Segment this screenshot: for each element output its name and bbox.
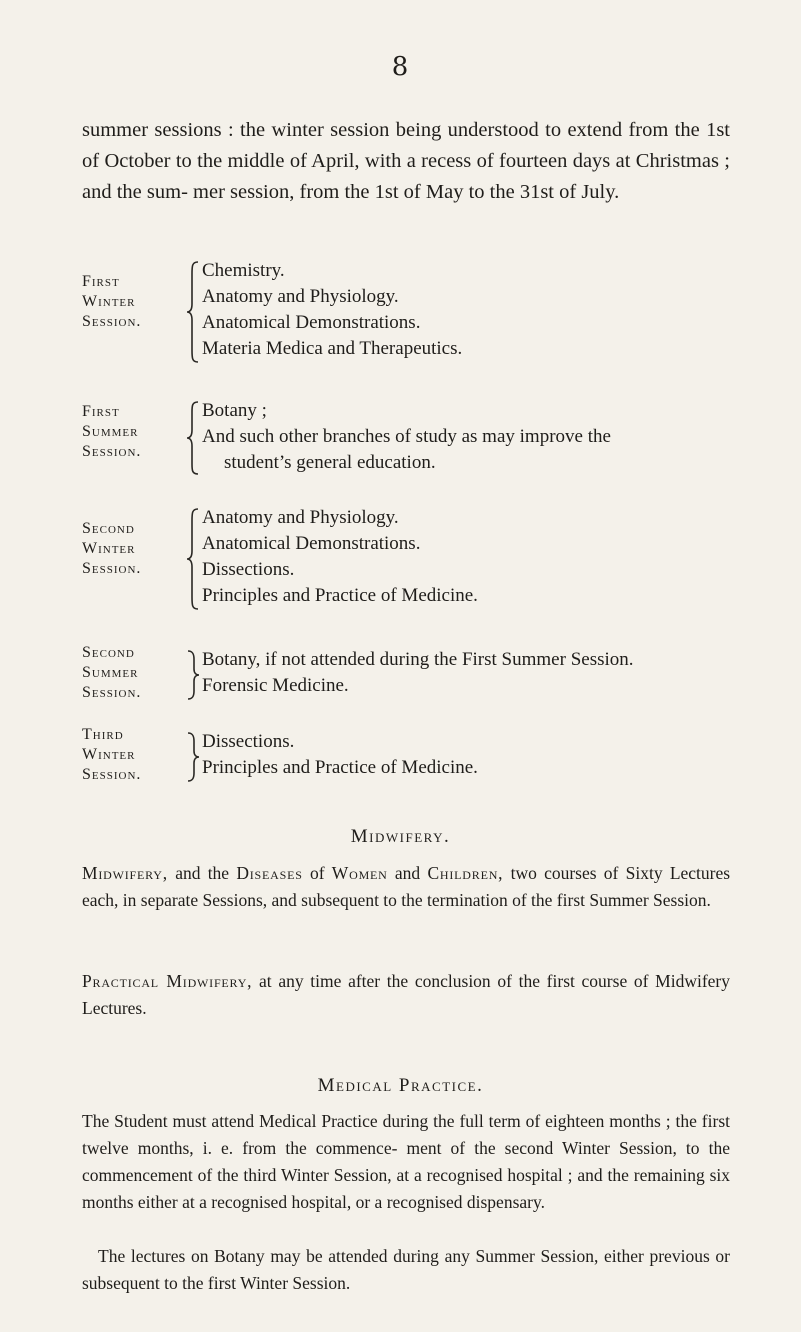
brace-icon [186, 260, 200, 364]
midwifery-paragraph-2 [82, 968, 730, 1022]
label-line: Session. [82, 560, 142, 577]
label-line: Summer [82, 664, 139, 681]
session-label [82, 402, 190, 462]
subject-item: Forensic Medicine. [202, 675, 349, 696]
label-line: Winter [82, 540, 136, 557]
subject-list [202, 258, 462, 362]
label-line: First [82, 273, 120, 290]
women-term: Women [331, 863, 388, 883]
subject-list [202, 647, 634, 699]
subject-item: And such other branches of study as may improve the [202, 426, 611, 447]
subject-item: Botany, if not attended during the First Summer Session. [202, 649, 634, 670]
label-line: Second [82, 520, 135, 537]
subject-item: Principles and Practice of Medicine. [202, 757, 478, 778]
session-second-summer [82, 643, 752, 709]
section-heading-midwifery: Midwifery. [350, 826, 451, 847]
children-term: Children, [427, 863, 504, 883]
label-line: Session. [82, 443, 142, 460]
brace-icon [186, 649, 200, 701]
text-run: of [309, 863, 325, 883]
label-line: Winter [82, 746, 136, 763]
subject-list [202, 398, 611, 476]
label-line: Session. [82, 684, 142, 701]
text-run: two courses of Sixty Lectures each, in separate Sessions, and subsequent to the termination of the first Summer Session. [82, 863, 731, 910]
text-run: at any time after the conclusion of the first course of Midwifery Lectures. [82, 971, 730, 1018]
session-first-summer [82, 398, 752, 480]
text-run: and [394, 863, 421, 883]
label-line: Session. [82, 313, 142, 330]
text-run: and the [175, 863, 230, 883]
label-line: First [82, 403, 120, 420]
practical-midwifery-term: Practical Midwifery, [82, 971, 253, 991]
session-third-winter [82, 725, 752, 791]
brace-icon [186, 400, 200, 476]
session-label [82, 519, 190, 579]
session-first-winter [82, 258, 752, 368]
subject-list [202, 505, 478, 609]
subject-list [202, 729, 478, 781]
label-line: Session. [82, 766, 142, 783]
medical-practice-paragraph-2: The lectures on Botany may be attended during any Summer Session, either previous or subsequent to the first Winter Session. [82, 1246, 730, 1293]
label-line: Second [82, 644, 135, 661]
session-second-winter [82, 505, 752, 615]
subject-item: Materia Medica and Therapeutics. [202, 338, 463, 359]
subject-item: Anatomical Demonstrations. [202, 312, 421, 333]
subject-item: Anatomy and Physiology. [202, 507, 399, 528]
subject-item: Dissections. [202, 731, 295, 752]
subject-item: student’s general education. [224, 452, 436, 473]
diseases-term: Diseases [236, 863, 303, 883]
session-label [82, 643, 190, 703]
midwifery-term: Midwifery, [82, 863, 168, 883]
midwifery-paragraph-1 [82, 860, 730, 914]
subject-item: Anatomy and Physiology. [202, 286, 399, 307]
section-heading-medical-practice: Medical Practice. [317, 1075, 484, 1096]
subject-item: Botany ; [202, 400, 267, 421]
label-line: Winter [82, 293, 136, 310]
subject-item: Dissections. [202, 559, 295, 580]
intro-paragraph: summer sessions : the winter session being understood to extend from the 1st of October to the middle of April, with a recess of fourteen days at Christmas ; and the sum- mer session, from the 1st of May to the 31st of July. [82, 119, 730, 203]
brace-icon [186, 507, 200, 611]
medical-practice-paragraph-1: The Student must attend Medical Practice during the full term of eighteen months ; the first twelve months, i. e. from the commence- ment of the second Winter Session, to the commencement of the third Winter Session, at a recognised hospital ; and the remaining six months either at a recognised hospital, or a recognised dispensary. [82, 1111, 730, 1212]
brace-icon [186, 731, 200, 783]
label-line: Summer [82, 423, 139, 440]
label-line: Third [82, 726, 124, 743]
subject-item: Anatomical Demonstrations. [202, 533, 421, 554]
subject-item: Principles and Practice of Medicine. [202, 585, 478, 606]
session-label [82, 272, 190, 332]
page-number: 8 [391, 52, 410, 82]
subject-item: Chemistry. [202, 260, 285, 281]
session-label [82, 725, 190, 785]
